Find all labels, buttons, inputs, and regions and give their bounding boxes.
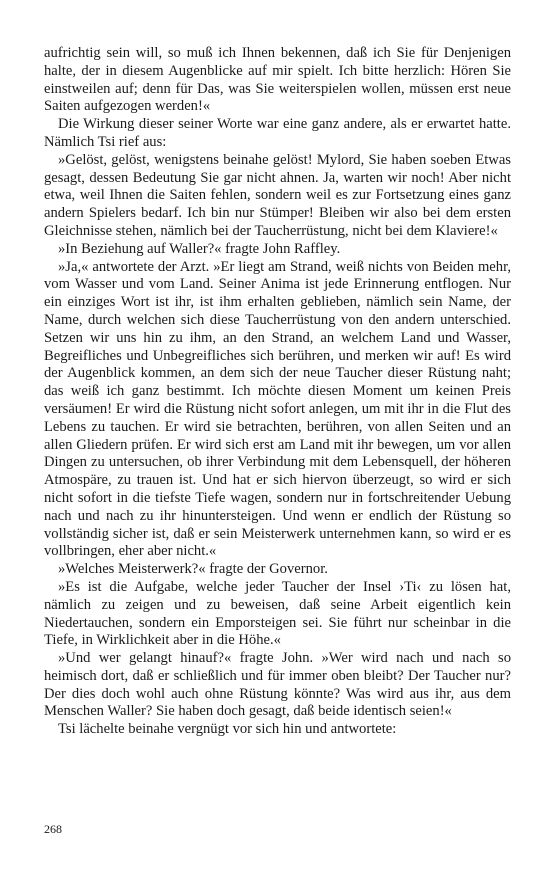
paragraph: Die Wirkung dieser seiner Worte war eine ganz andere, als er erwartet hatte. Nämlich Tsi rief aus: [44, 116, 511, 150]
paragraph: »Und wer gelangt hinauf?« fragte John. »Wer wird nach und nach so heimisch dort, daß er schließlich und für immer oben bleibt? Der Taucher nur? Der dies doch wohl auch ohne Rüstung könnte? Was wird aus ihr, aus dem Menschen Waller? Sie haben doch gesagt, daß beide identisch seien!« [44, 650, 511, 720]
paragraph: »Es ist die Aufgabe, welche jeder Taucher der Insel ›Ti‹ zu lösen hat, nämlich zu zeigen und zu beweisen, daß seine Arbeit eigentlich kein Niedertauchen, sondern ein Emporsteigen sei. Sie führt nur scheinbar in die Tiefe, in Wirklichkeit aber in die Höhe.« [44, 578, 511, 649]
page-number: 268 [44, 822, 62, 836]
paragraph: Tsi lächelte beinahe vergnügt vor sich hin und antwortete: [58, 721, 397, 738]
paragraph: »In Beziehung auf Waller?« fragte John Raffley. [58, 240, 341, 257]
body-text [44, 45, 511, 739]
paragraph: »Ja,« antwortete der Arzt. »Er liegt am Strand, weiß nichts von Beiden mehr, vom Wasser und vom Land. Seiner Anima ist jede Erinnerung entflogen. Nur ein einziges Wort ist ihr, ist ihm erhalten geblieben, nämlich sein Name, der Name, durch welchen sich diese Taucherrüstung von den andern unterschied. Setzen wir uns hin zu ihm, an den Strand, an welchem Land und Wasser, Begreifliches und Unbegreifliches sich berühren, und merken wir auf! Es wird der Augenblick kommen, an dem sich der neue Taucher dieser Rüstung naht; das weiß ich ganz bestimmt. Ich möchte diesen Moment um keinen Preis versäumen! Er wird die Rüstung nicht sofort anlegen, um mit ihr in die Flut des Lebens zu tauchen. Er wird sie betrachten, berühren, von allen Seiten und an allen Gliedern prüfen. Er wird sich erst am Land mit ihr bewegen, um vor allen Dingen zu untersuchen, ob ihrer Verbindung mit dem Lebensquell, der höheren Atmospäre, zu trauen ist. Und hat er sich hiervon überzeugt, so wird er sich nicht sofort in die tiefste Tiefe wagen, sondern nur in fortschreitender Uebung nach und nach zu ihr hinuntersteigen. Und wenn er endlich der Rüstung so vollständig sicher ist, daß er sein Meisterwerk unternehmen kann, so wird er es vollbringen, eher aber nicht.« [44, 258, 511, 560]
paragraph-continuation: aufrichtig sein will, so muß ich Ihnen bekennen, daß ich Sie für Denjenigen halte, der in diesem Augenblicke auf mir spielt. Ich bitte herzlich: Hören Sie einstweilen auf; denn für Das, was Sie weiterspielen wollen, müssen erst neue Saiten aufgezogen werden!« [44, 45, 511, 115]
paragraph: »Welches Meisterwerk?« fragte der Governor. [58, 561, 328, 578]
paragraph: »Gelöst, gelöst, wenigstens beinahe gelöst! Mylord, Sie haben soeben Etwas gesagt, dessen Bedeutung Sie gar nicht ahnen. Ja, warten wir noch! Aber nicht etwa, weil Ihnen die Saiten fehlen, sondern weil es zur Fortsetzung eines ganz andern Spielers bedarf. Ich bin nur Stümper! Bleiben wir also bei dem ersten Gleichnisse stehen, nämlich bei der Taucherrüstung, nicht bei dem Klaviere!« [44, 151, 511, 239]
